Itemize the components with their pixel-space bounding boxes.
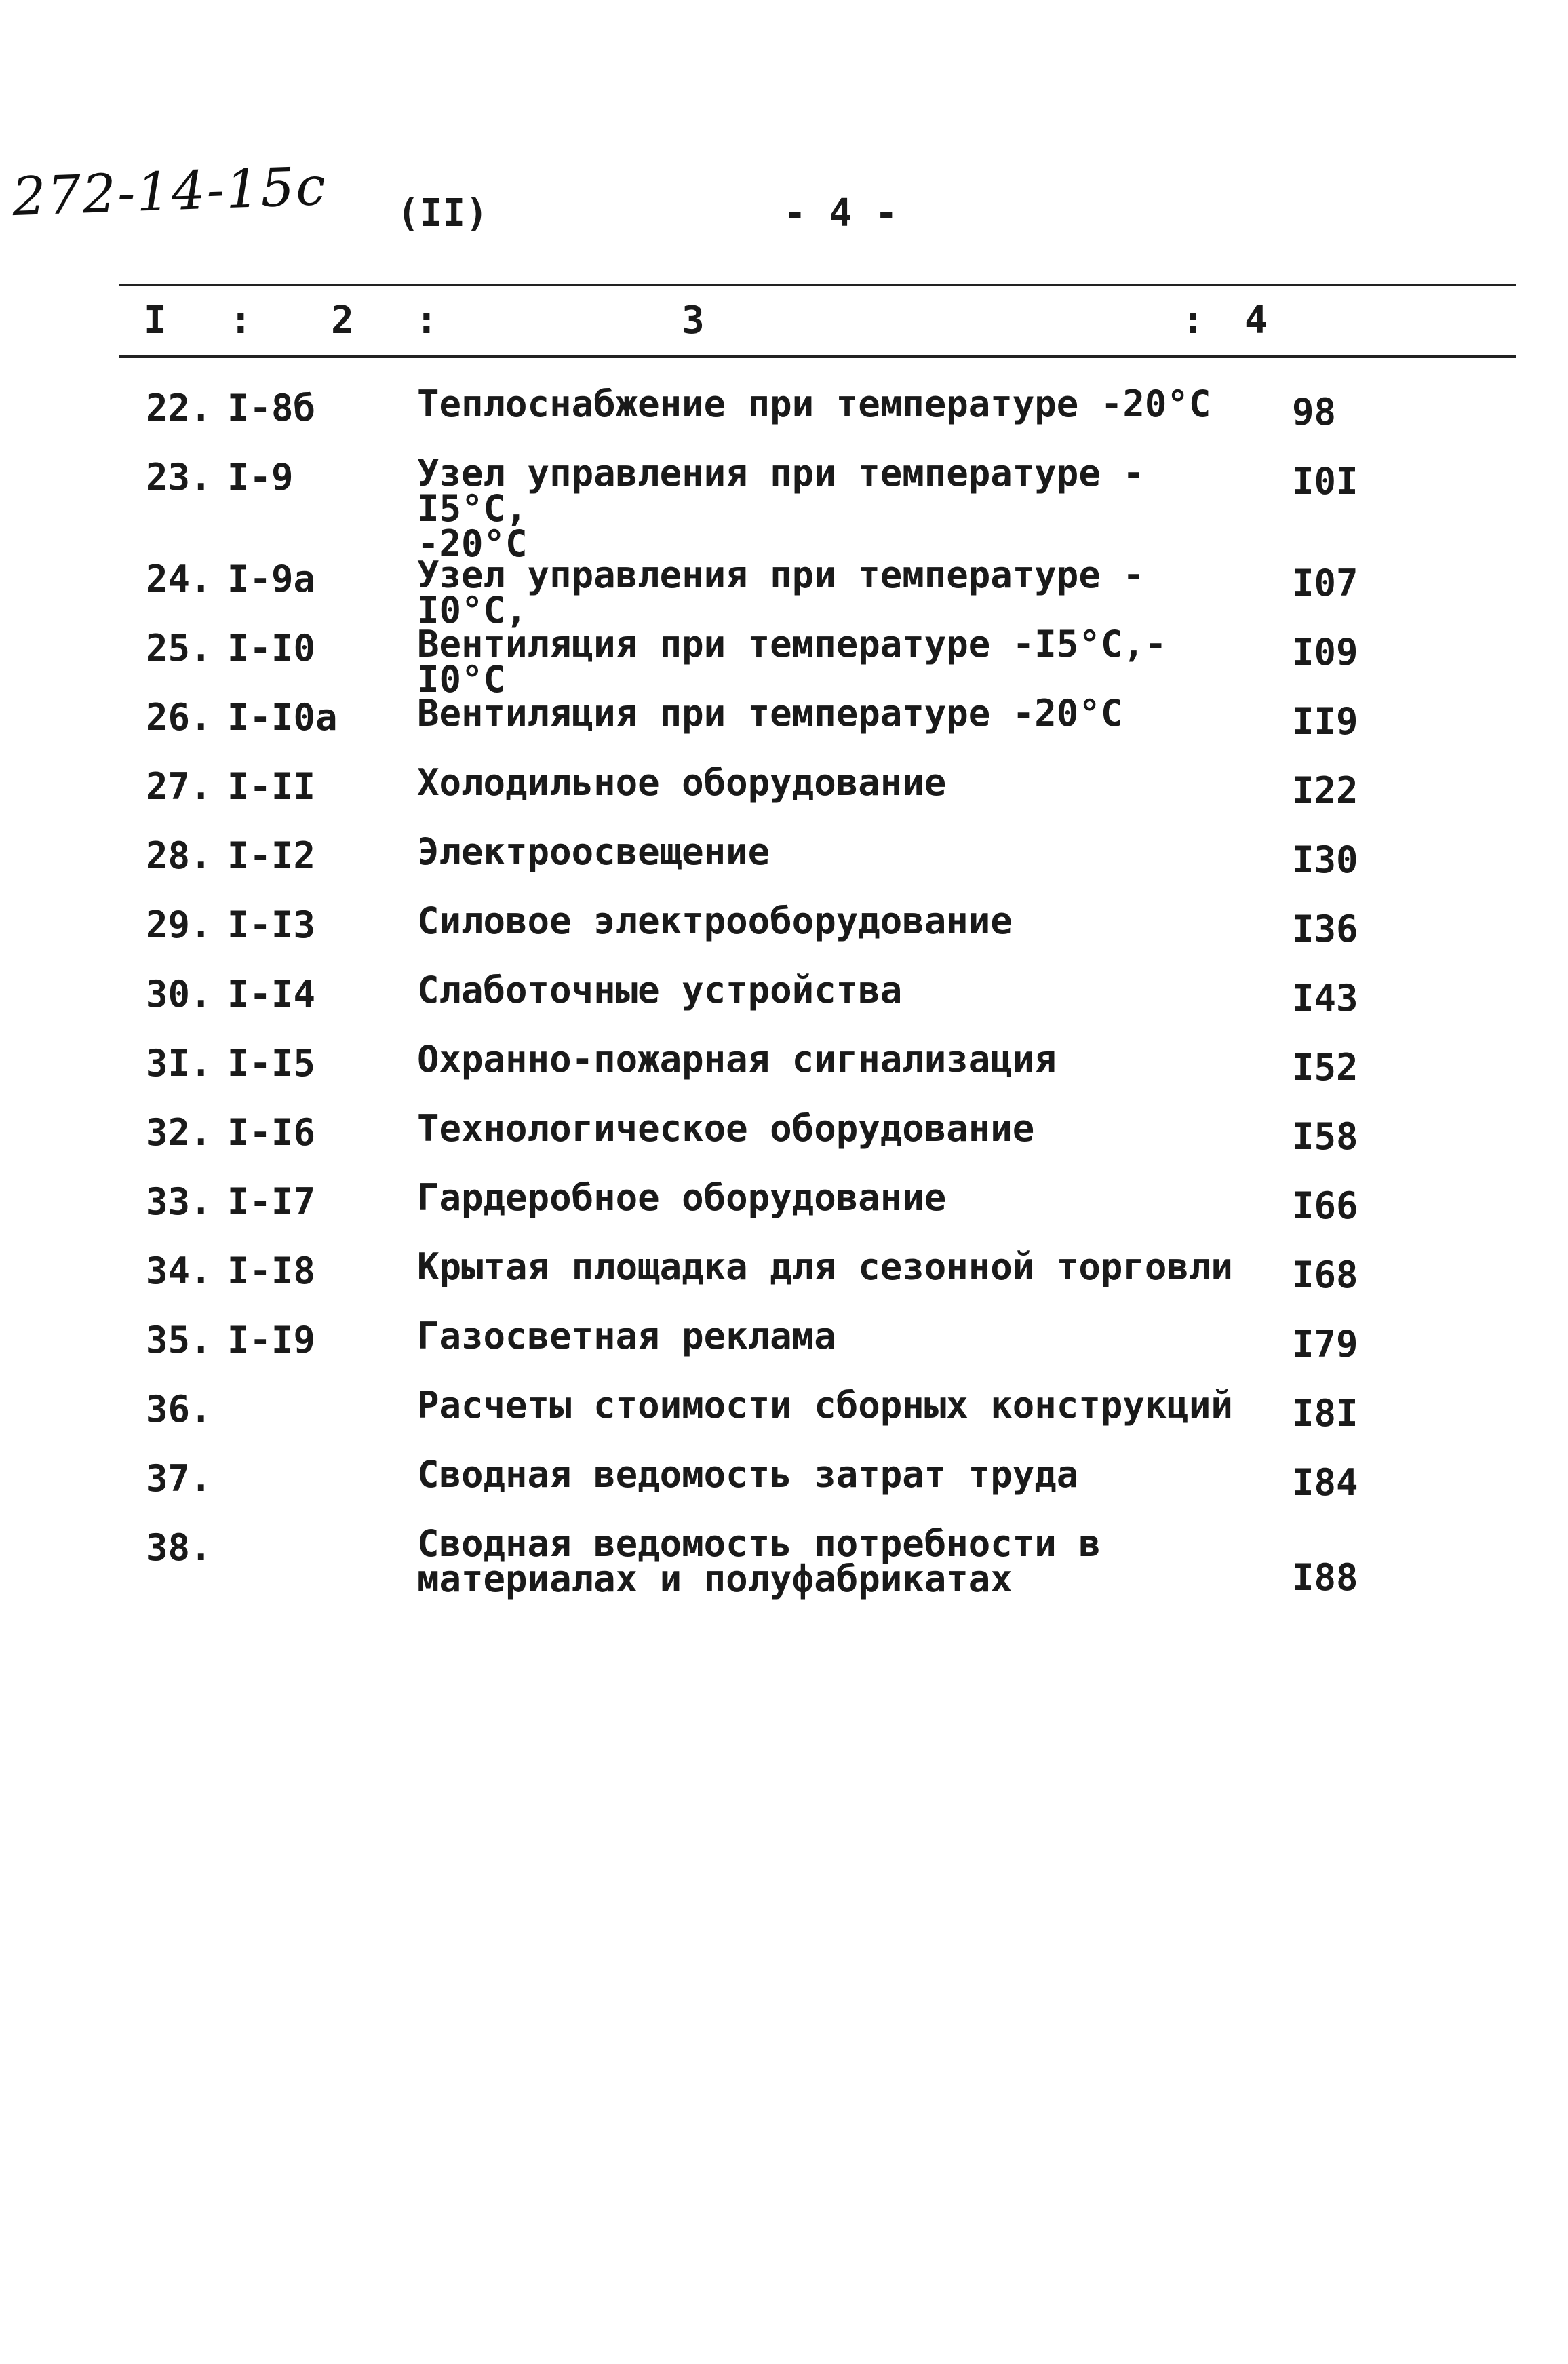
row-title: Крытая площадка для сезонной торговли	[417, 1245, 1233, 1288]
row-number: 38.	[146, 1526, 212, 1569]
row-code: I-I3	[227, 904, 316, 946]
row-code: I-9	[227, 456, 294, 499]
table-row	[0, 623, 1568, 701]
row-page: I84	[1292, 1461, 1358, 1504]
page-number: - 4 -	[783, 191, 898, 235]
table-row	[0, 830, 1568, 899]
row-title: Теплоснабжение при температуре -20°С	[417, 383, 1211, 425]
column-separator: :	[229, 298, 252, 343]
row-page: I07	[1292, 562, 1358, 604]
row-page: I88	[1292, 1556, 1358, 1599]
row-page: I36	[1292, 908, 1358, 950]
row-title: Силовое электрооборудование	[417, 899, 1013, 942]
row-page: I52	[1292, 1046, 1358, 1089]
row-code: I-8б	[227, 387, 316, 429]
row-number: 23.	[146, 456, 212, 499]
table-row	[0, 1245, 1568, 1315]
row-title: Сводная ведомость затрат труда	[417, 1453, 1079, 1496]
table-row	[0, 1038, 1568, 1107]
row-number: 32.	[146, 1111, 212, 1154]
row-code: I-I0а	[227, 696, 338, 739]
document-code-handwritten: 272-14-15c	[11, 155, 328, 229]
row-page: I43	[1292, 977, 1358, 1020]
row-number: 28.	[146, 834, 212, 877]
table-row	[0, 1522, 1568, 1600]
row-title: Электроосвещение	[417, 830, 770, 873]
row-page: I79	[1292, 1323, 1358, 1365]
row-title: Гардеробное оборудование	[417, 1176, 947, 1219]
table-row	[0, 383, 1568, 452]
table-row	[0, 1107, 1568, 1176]
table-row	[0, 452, 1568, 565]
row-page: I66	[1292, 1184, 1358, 1227]
row-page: 98	[1292, 391, 1337, 433]
row-page: I0I	[1292, 460, 1358, 503]
row-title: Расчеты стоимости сборных конструкций	[417, 1384, 1233, 1427]
table-row	[0, 1453, 1568, 1522]
row-page: I8I	[1292, 1392, 1358, 1435]
row-code: I-I4	[227, 973, 316, 1015]
table-top-rule	[119, 284, 1516, 286]
row-code: I-I2	[227, 834, 316, 877]
row-number: 37.	[146, 1457, 212, 1500]
row-title: Холодильное оборудование	[417, 761, 947, 804]
row-number: 35.	[146, 1319, 212, 1361]
table-row	[0, 692, 1568, 761]
row-title: Газосветная реклама	[417, 1315, 836, 1357]
row-title: Узел управления при температуре -I5°С, -20°С	[417, 452, 1145, 565]
row-title: Технологическое оборудование	[417, 1107, 1035, 1150]
row-title: Вентиляция при температуре -I5°С,-I0°С	[417, 623, 1167, 701]
row-number: 36.	[146, 1388, 212, 1431]
table-row	[0, 1176, 1568, 1245]
column-header-3: 3	[682, 298, 705, 343]
table-row	[0, 554, 1568, 632]
column-header-4: 4	[1244, 298, 1268, 343]
row-code: I-9а	[227, 558, 316, 600]
row-code: I-I9	[227, 1319, 316, 1361]
row-number: 22.	[146, 387, 212, 429]
row-code: I-I6	[227, 1111, 316, 1154]
row-code: I-I8	[227, 1249, 316, 1292]
table-header-rule	[119, 355, 1516, 358]
section-mark: (II)	[397, 191, 488, 235]
row-number: 26.	[146, 696, 212, 739]
row-number: 3I.	[146, 1042, 212, 1085]
row-page: II9	[1292, 700, 1358, 743]
table-row	[0, 1384, 1568, 1453]
row-number: 25.	[146, 627, 212, 670]
column-separator: :	[415, 298, 438, 343]
row-title: Слаботочные устройства	[417, 969, 903, 1011]
row-page: I09	[1292, 631, 1358, 674]
row-code: I-II	[227, 765, 316, 808]
row-number: 27.	[146, 765, 212, 808]
row-page: I22	[1292, 769, 1358, 812]
table-row	[0, 1315, 1568, 1384]
row-number: 29.	[146, 904, 212, 946]
table-row	[0, 899, 1568, 969]
row-title: Охранно-пожарная сигнализация	[417, 1038, 1057, 1081]
column-header-2: 2	[331, 298, 354, 343]
row-code: I-I7	[227, 1180, 316, 1223]
row-page: I58	[1292, 1115, 1358, 1158]
row-number: 30.	[146, 973, 212, 1015]
row-code: I-I0	[227, 627, 316, 670]
row-code: I-I5	[227, 1042, 316, 1085]
column-separator: :	[1181, 298, 1204, 343]
table-row	[0, 761, 1568, 830]
row-number: 24.	[146, 558, 212, 600]
table-row	[0, 969, 1568, 1038]
row-title: Сводная ведомость потребности в материалах и полуфабрикатах	[417, 1522, 1101, 1600]
row-number: 34.	[146, 1249, 212, 1292]
row-title: Узел управления при температуре -I0°С,	[417, 554, 1145, 632]
row-number: 33.	[146, 1180, 212, 1223]
row-page: I30	[1292, 838, 1358, 881]
column-header-1: I	[144, 298, 167, 343]
row-page: I68	[1292, 1254, 1358, 1296]
row-title: Вентиляция при температуре -20°С	[417, 692, 1123, 735]
